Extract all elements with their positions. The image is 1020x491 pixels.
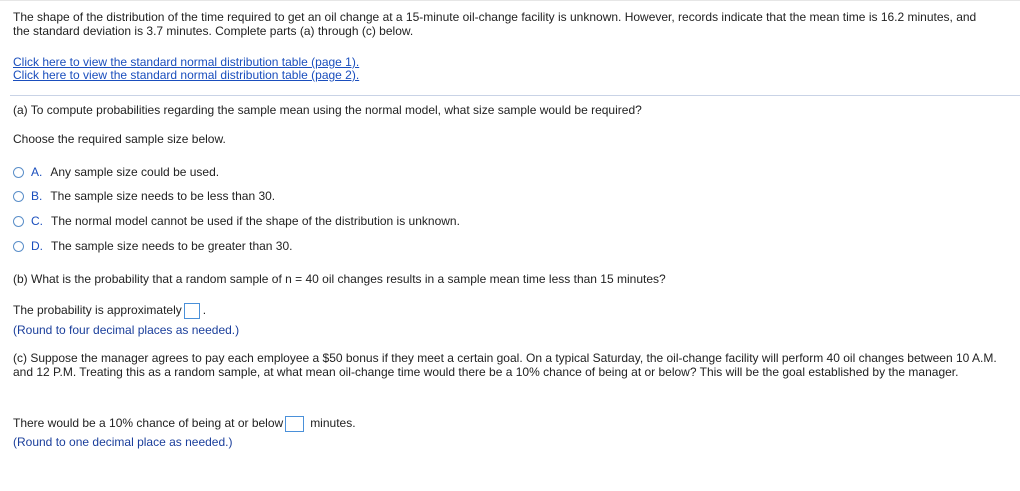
option-c[interactable] xyxy=(13,213,460,229)
part-b-answer-prefix: The probability is approximately xyxy=(13,303,182,318)
option-d[interactable] xyxy=(13,238,292,254)
option-b-text: The sample size needs to be less than 30. xyxy=(50,189,276,203)
radio-button-c[interactable] xyxy=(13,216,24,227)
radio-button-b[interactable] xyxy=(13,191,24,202)
top-rule xyxy=(0,0,1020,1)
option-d-letter: D. xyxy=(31,239,43,253)
part-a-question: (a) To compute probabilities regarding the sample mean using the normal model, what size sample would be required? xyxy=(13,103,642,117)
part-c-answer-line xyxy=(13,416,356,432)
normal-table-link-page-1[interactable]: Click here to view the standard normal distribution table (page 1). xyxy=(13,55,360,69)
section-divider xyxy=(10,95,1020,96)
part-b-question: (b) What is the probability that a random sample of n = 40 oil changes results in a sample mean time less than 15 minutes? xyxy=(13,272,666,286)
part-b-rounding-note: (Round to four decimal places as needed.) xyxy=(13,323,240,337)
option-b[interactable] xyxy=(13,188,275,204)
part-a-prompt: Choose the required sample size below. xyxy=(13,132,226,146)
option-c-letter: C. xyxy=(31,214,43,228)
part-c-answer-prefix: There would be a 10% chance of being at or below xyxy=(13,416,284,431)
option-b-letter: B. xyxy=(31,189,43,203)
part-b-answer-suffix: . xyxy=(202,303,207,318)
normal-table-link-page-2[interactable]: Click here to view the standard normal distribution table (page 2). xyxy=(13,68,360,82)
part-c-answer-suffix: minutes. xyxy=(310,416,356,431)
radio-button-a[interactable] xyxy=(13,167,24,178)
problem-statement: The shape of the distribution of the time required to get an oil change at a 15-minute oil-change facility is unknown. However, records indicate that the mean time is 16.2 minutes, and the standard deviation is 3.7 minutes. Complete parts (a) through (c) below. xyxy=(13,10,977,38)
part-c-rounding-note: (Round to one decimal place as needed.) xyxy=(13,435,233,449)
option-a[interactable] xyxy=(13,164,219,180)
part-c-question: (c) Suppose the manager agrees to pay each employee a $50 bonus if they meet a certain goal. On a typical Saturday, the oil-change facility will perform 40 oil changes between 10 A.M. and 12 P.M. Treating this as a random sample, at what mean oil-change time would there be a 10% chance of being at or below? This will be the goal established by the manager. xyxy=(13,351,997,379)
option-d-text: The sample size needs to be greater than 30. xyxy=(51,239,293,253)
part-b-answer-input[interactable] xyxy=(184,303,200,319)
table-links xyxy=(13,56,359,82)
radio-button-d[interactable] xyxy=(13,241,24,252)
part-b-answer-line xyxy=(13,303,206,319)
option-c-text: The normal model cannot be used if the shape of the distribution is unknown. xyxy=(51,214,460,228)
part-c-answer-input[interactable] xyxy=(285,416,304,432)
option-a-text: Any sample size could be used. xyxy=(50,165,220,179)
option-a-letter: A. xyxy=(31,165,43,179)
